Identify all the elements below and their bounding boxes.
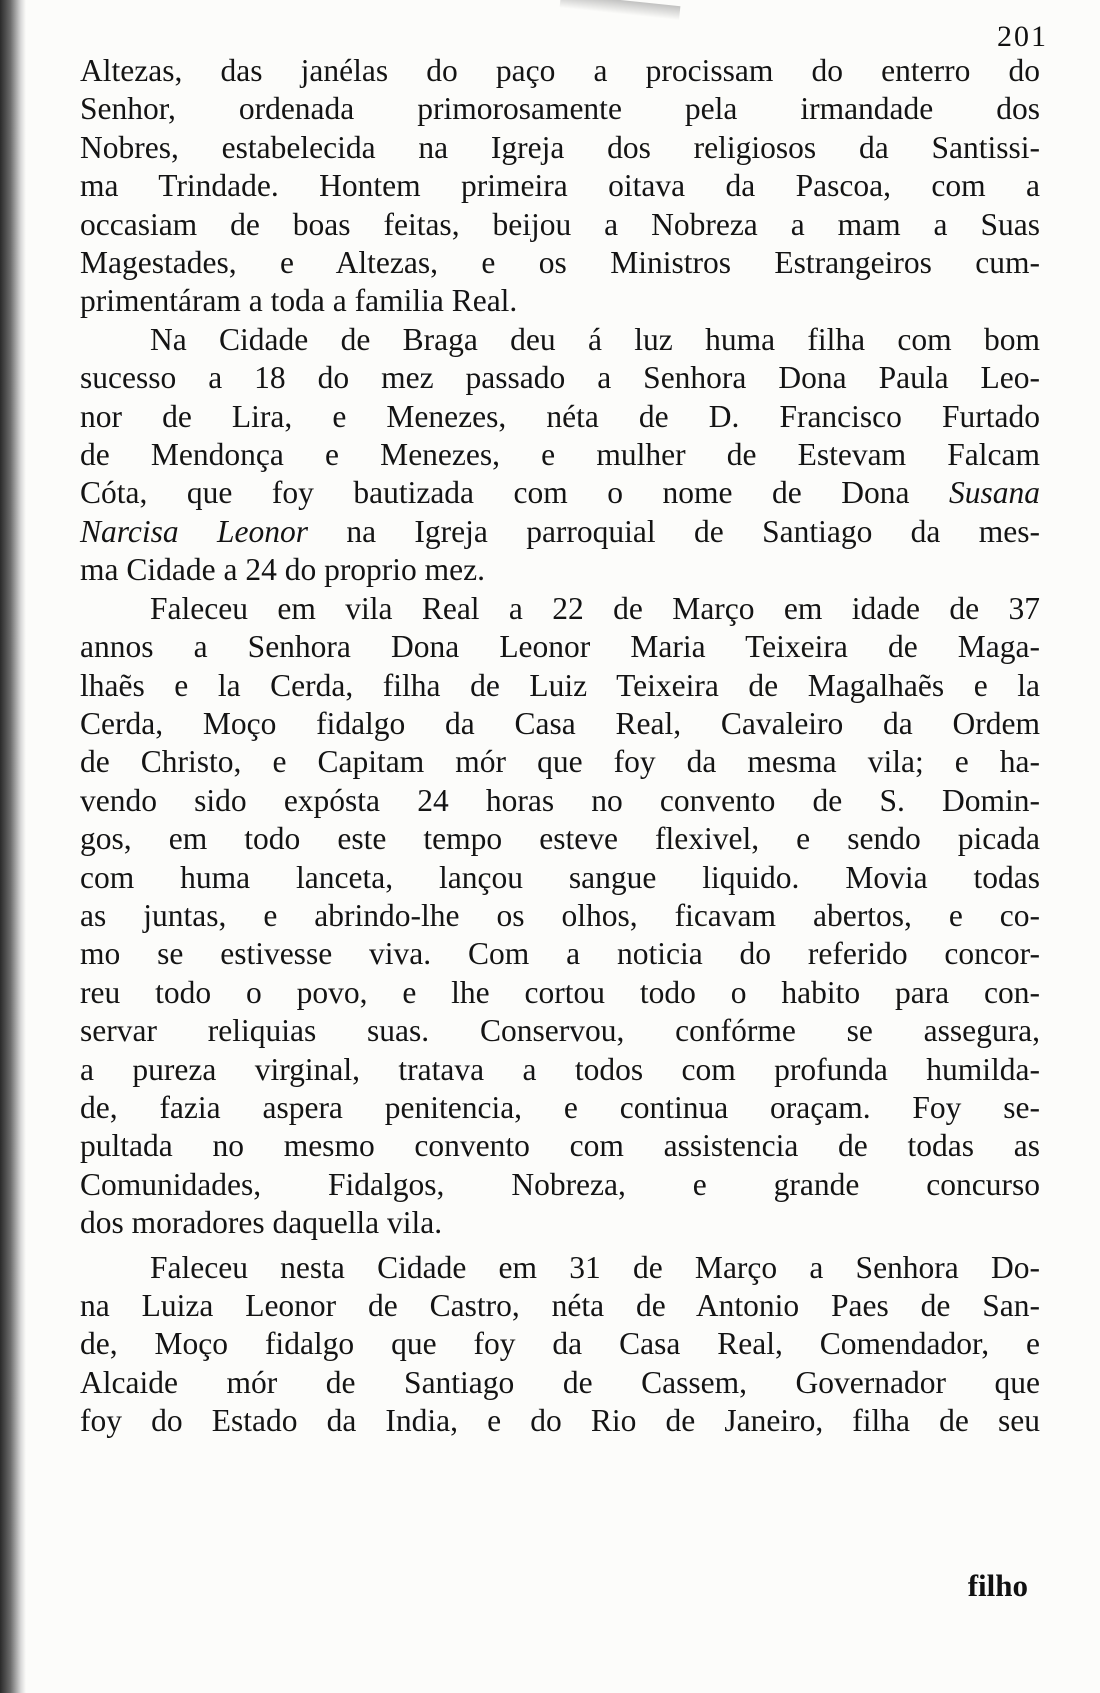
text-line: primentáram a toda a familia Real. <box>80 283 518 319</box>
text-line: ma Trindade. Hontem primeira oitava da Pascoa, com a <box>80 168 1040 204</box>
text-line: pultada no mesmo convento com assistencia de todas as <box>80 1128 1040 1164</box>
text-line: as juntas, e abrindo-lhe os olhos, ficavam abertos, e co- <box>80 897 1040 933</box>
text-line: servar reliquias suas. Conservou, confórme se assegura, <box>80 1013 1040 1049</box>
text-line: com huma lanceta, lançou sangue liquido. Movia todas <box>80 859 1040 895</box>
text-line: mo se estivesse viva. Com a noticia do referido concor- <box>80 936 1040 972</box>
text-line: de Christo, e Capitam mór que foy da mesma vila; e ha- <box>80 744 1040 780</box>
paragraph-3 <box>80 590 1040 1243</box>
paragraph-2 <box>80 321 1040 590</box>
text-line: Nobres, estabelecida na Igreja dos religiosos da Santissi- <box>80 129 1040 165</box>
text-line: lhaẽs e la Cerda, filha de Luiz Teixeira de Magalhaẽs e la <box>80 667 1040 703</box>
page-binding-shadow <box>0 0 26 1693</box>
text-line: Narcisa Leonor na Igreja parroquial de Santiago da mes- <box>80 513 1040 549</box>
text-line: reu todo o povo, e lhe cortou todo o habito para con- <box>80 974 1040 1010</box>
text-line: foy do Estado da India, e do Rio de Janeiro, filha de seu <box>80 1403 1040 1439</box>
text-line: Faleceu nesta Cidade em 31 de Março a Senhora Do- <box>150 1249 1040 1285</box>
text-line: Cerda, Moço fidalgo da Casa Real, Cavaleiro da Ordem <box>80 705 1040 741</box>
text-line: Altezas, das janélas do paço a procissam do enterro do <box>80 53 1040 88</box>
text-line: de, Moço fidalgo que foy da Casa Real, Comendador, e <box>80 1326 1040 1362</box>
text-line: nor de Lira, e Menezes, néta de D. Francisco Furtado <box>80 398 1040 434</box>
scan-smudge <box>560 0 681 20</box>
text-line: de Mendonça e Menezes, e mulher de Estevam Falcam <box>80 437 1040 473</box>
text-line: Alcaide mór de Santiago de Cassem, Governador que <box>80 1364 1040 1400</box>
text-line: de, fazia aspera penitencia, e continua oraçam. Foy se- <box>80 1089 1040 1125</box>
text-line: occasiam de boas feitas, beijou a Nobreza a mam a Suas <box>80 206 1040 242</box>
text-line: a pureza virginal, tratava a todos com profunda humilda- <box>80 1051 1040 1087</box>
text-line: Senhor, ordenada primorosamente pela irmandade dos <box>80 91 1040 127</box>
text-line: annos a Senhora Dona Leonor Maria Teixeira de Maga- <box>80 629 1040 665</box>
text-line: na Luiza Leonor de Castro, néta de Antonio Paes de San- <box>80 1288 1040 1323</box>
text-line: Na Cidade de Braga deu á luz huma filha com bom <box>150 321 1040 357</box>
text-line: vendo sido expósta 24 horas no convento de S. Domin- <box>80 782 1040 818</box>
catchword: filho <box>967 1568 1028 1603</box>
page-number: 201 <box>997 20 1048 53</box>
text-line: Magestades, e Altezas, e os Ministros Estrangeiros cum- <box>80 245 1040 281</box>
text-line: Faleceu em vila Real a 22 de Março em idade de 37 <box>150 590 1040 626</box>
text-line: Comunidades, Fidalgos, Nobreza, e grande concurso <box>80 1166 1040 1202</box>
paragraph-1 <box>80 52 1040 321</box>
text-line: Cóta, que foy bautizada com o nome de Dona Susana <box>80 475 1040 511</box>
text-line: gos, em todo este tempo esteve flexivel, e sendo picada <box>80 821 1040 857</box>
body-text <box>80 52 1040 1441</box>
paragraph-4 <box>80 1249 1040 1441</box>
text-line: sucesso a 18 do mez passado a Senhora Dona Paula Leo- <box>80 360 1040 396</box>
text-line: ma Cidade a 24 do proprio mez. <box>80 552 486 588</box>
text-line: dos moradores daquella vila. <box>80 1205 443 1241</box>
